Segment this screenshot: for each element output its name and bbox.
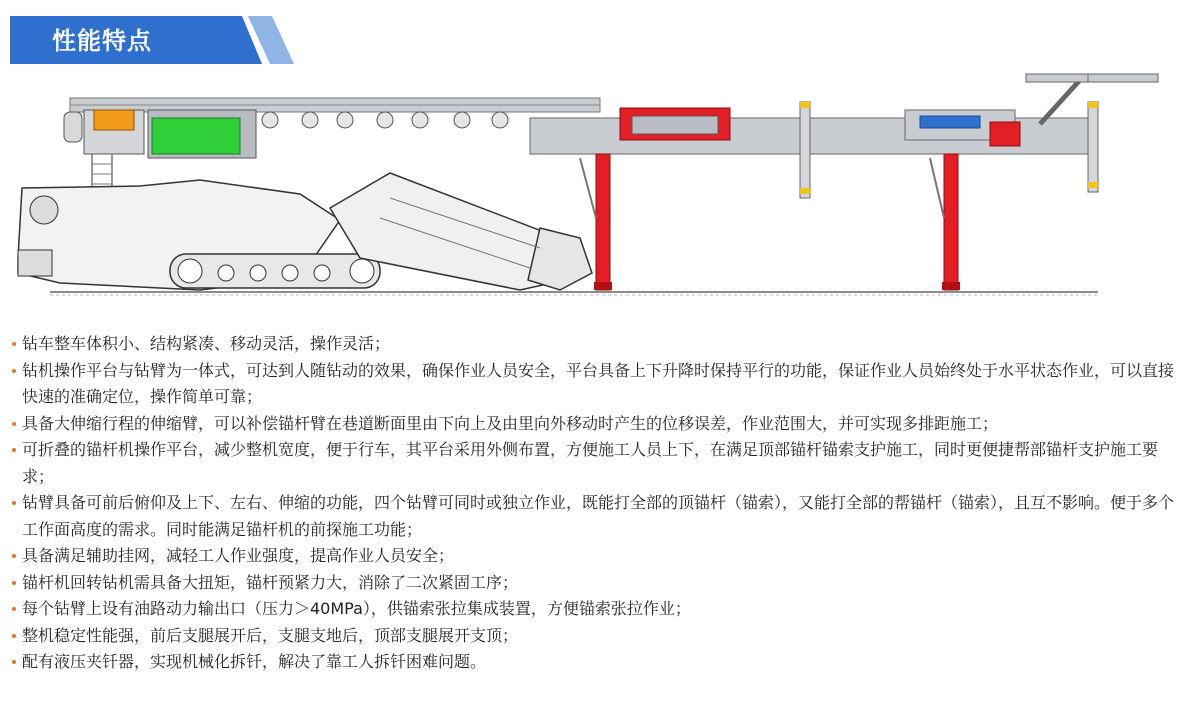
list-item (12, 490, 1188, 543)
list-item (12, 358, 1188, 411)
section-header (10, 16, 310, 66)
bullet-dot-icon (12, 660, 16, 664)
list-item (12, 570, 1188, 597)
feature-text: 锚杆机回转钻机需具备大扭矩，锚杆预紧力大，消除了二次紧固工序； (22, 572, 519, 592)
bolter-machine-diagram-icon (0, 68, 1200, 300)
feature-text: 可折叠的锚杆机操作平台，减少整机宽度，便于行车，其平台采用外侧布置，方便施工人员上下，在满足顶部锚杆锚索支护施工，同时更便捷帮部锚杆支护施工要求； (22, 440, 1159, 486)
feature-text: 具备大伸缩行程的伸缩臂，可以补偿锚杆臂在巷道断面里由下向上及由里向外移动时产生的位移误差，作业范围大，并可实现多排距施工； (22, 413, 999, 433)
bullet-dot-icon (12, 369, 16, 373)
bullet-dot-icon (12, 448, 16, 452)
bullet-dot-icon (12, 607, 16, 611)
feature-list (12, 331, 1188, 676)
list-item (12, 411, 1188, 438)
bullet-dot-icon (12, 554, 16, 558)
feature-text: 配有液压夹钎器，实现机械化拆钎，解决了靠工人拆钎困难问题。 (22, 652, 487, 671)
feature-text: 钻机操作平台与钻臂为一体式，可达到人随钻动的效果，确保作业人员安全，平台具备上下升降时保持平行的功能，保证作业人员始终处于水平状态作业，可以直接快速的准确定位，操作简单可靠； (22, 360, 1175, 406)
bullet-dot-icon (12, 422, 16, 426)
machine-diagram (0, 68, 1200, 300)
feature-text: 钻臂具备可前后俯仰及上下、左右、伸缩的功能，四个钻臂可同时或独立作业，既能打全部的顶锚杆（锚索），又能打全部的帮锚杆（锚索），且互不影响。便于多个工作面高度的需求。同时能满足锚杆机的前探施工功能； (22, 493, 1175, 539)
list-item (12, 331, 1188, 358)
bullet-dot-icon (12, 501, 16, 505)
feature-text: 钻车整车体积小、结构紧凑、移动灵活，操作灵活； (22, 334, 391, 353)
bullet-dot-icon (12, 342, 16, 346)
list-item (12, 623, 1188, 650)
list-item (12, 596, 1188, 623)
bullet-dot-icon (12, 581, 16, 585)
list-item (12, 543, 1188, 570)
list-item (12, 437, 1188, 490)
list-item (12, 649, 1188, 676)
section-title: 性能特点 (52, 27, 152, 55)
feature-text: 具备满足辅助挂网，减轻工人作业强度，提高作业人员安全； (22, 546, 455, 565)
feature-text: 每个钻臂上设有油路动力输出口（压力＞40MPa），供锚索张拉集成装置，方便锚索张拉作业； (22, 599, 691, 618)
bullet-dot-icon (12, 634, 16, 638)
feature-text: 整机稳定性能强，前后支腿展开后，支腿支地后，顶部支腿展开支顶； (22, 625, 519, 645)
